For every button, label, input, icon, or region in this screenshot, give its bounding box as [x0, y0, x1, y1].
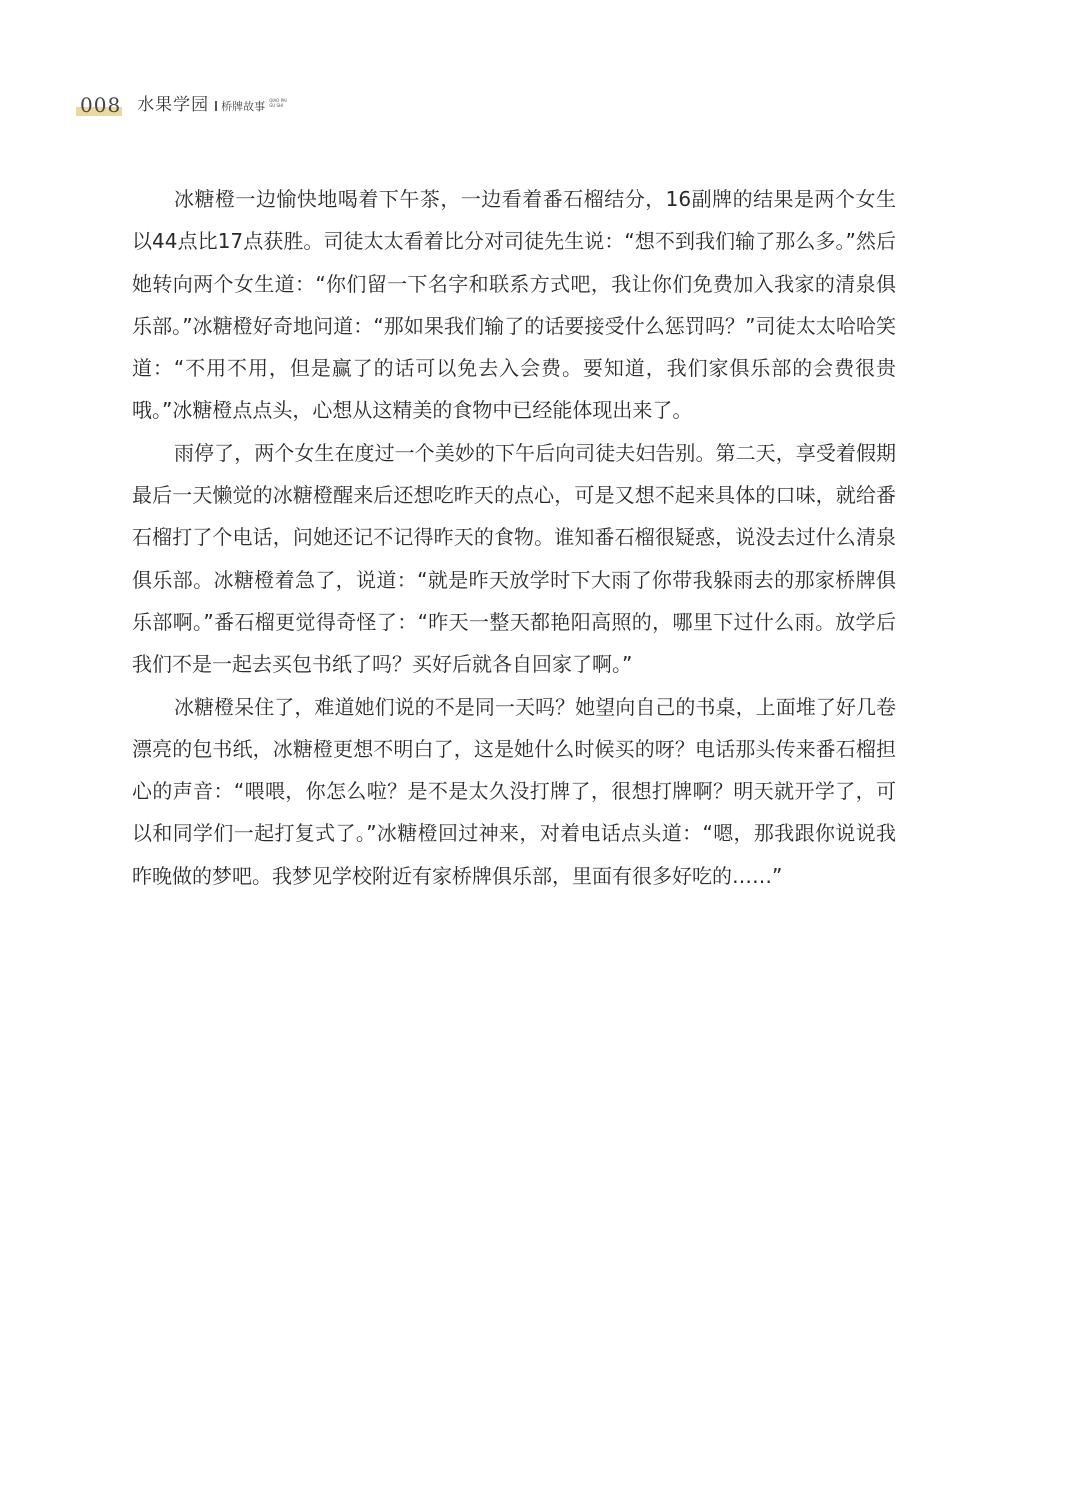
header-separator: [215, 101, 217, 111]
page-number-block: [80, 92, 121, 116]
book-title: 桥牌故事: [221, 100, 266, 113]
pinyin-line-2: GU SHI: [269, 103, 284, 108]
pinyin-line-1: QIAO PAI: [269, 98, 287, 103]
running-header: [80, 92, 287, 116]
page-number: 008: [80, 93, 122, 117]
series-title: 水果学园: [137, 95, 210, 115]
story-body: [132, 178, 896, 897]
paragraph: 冰糖橙呆住了，难道她们说的不是同一天吗？她望向自己的书桌，上面堆了好几卷漂亮的包书纸，冰糖橙更想不明白了，这是她什么时候买的呀？电话那头传来番石榴担心的声音：“喂喂，你怎么啦？是不是太久没打牌了，很想打牌啊？明天就开学了，可以和同学们一起打复式了。”冰糖橙回过神来，对着电话点头道：“嗯，那我跟你说说我昨晚做的梦吧。我梦见学校附近有家桥牌俱乐部，里面有很多好吃的……”: [132, 694, 896, 888]
paragraph: 冰糖橙一边愉快地喝着下午茶，一边看着番石榴结分，16副牌的结果是两个女生以44点比17点获胜。司徒太太看着比分对司徒先生说：“想不到我们输了那么多。”然后她转向两个女生道：“你们留一下名字和联系方式吧，我让你们免费加入我家的清泉俱乐部。”冰糖橙好奇地问道：“那如果我们输了的话要接受什么惩罚吗？”司徒太太哈哈笑道：“不用不用，但是赢了的话可以免去入会费。要知道，我们家俱乐部的会费很贵哦。”冰糖橙点点头，心想从这精美的食物中已经能体现出来了。: [132, 187, 896, 423]
book-title-pinyin: [269, 98, 287, 108]
paragraph: 雨停了，两个女生在度过一个美妙的下午后向司徒夫妇告别。第二天，享受着假期最后一天懒觉的冰糖橙醒来后还想吃昨天的点心，可是又想不起来具体的口味，就给番石榴打了个电话，问她还记不记得昨天的食物。谁知番石榴很疑惑，说没去过什么清泉俱乐部。冰糖橙着急了，说道：“就是昨天放学时下大雨了你带我躲雨去的那家桥牌俱乐部啊。”番石榴更觉得奇怪了：“昨天一整天都艳阳高照的，哪里下过什么雨。放学后我们不是一起去买包书纸了吗？买好后就各自回家了啊。”: [132, 440, 896, 677]
